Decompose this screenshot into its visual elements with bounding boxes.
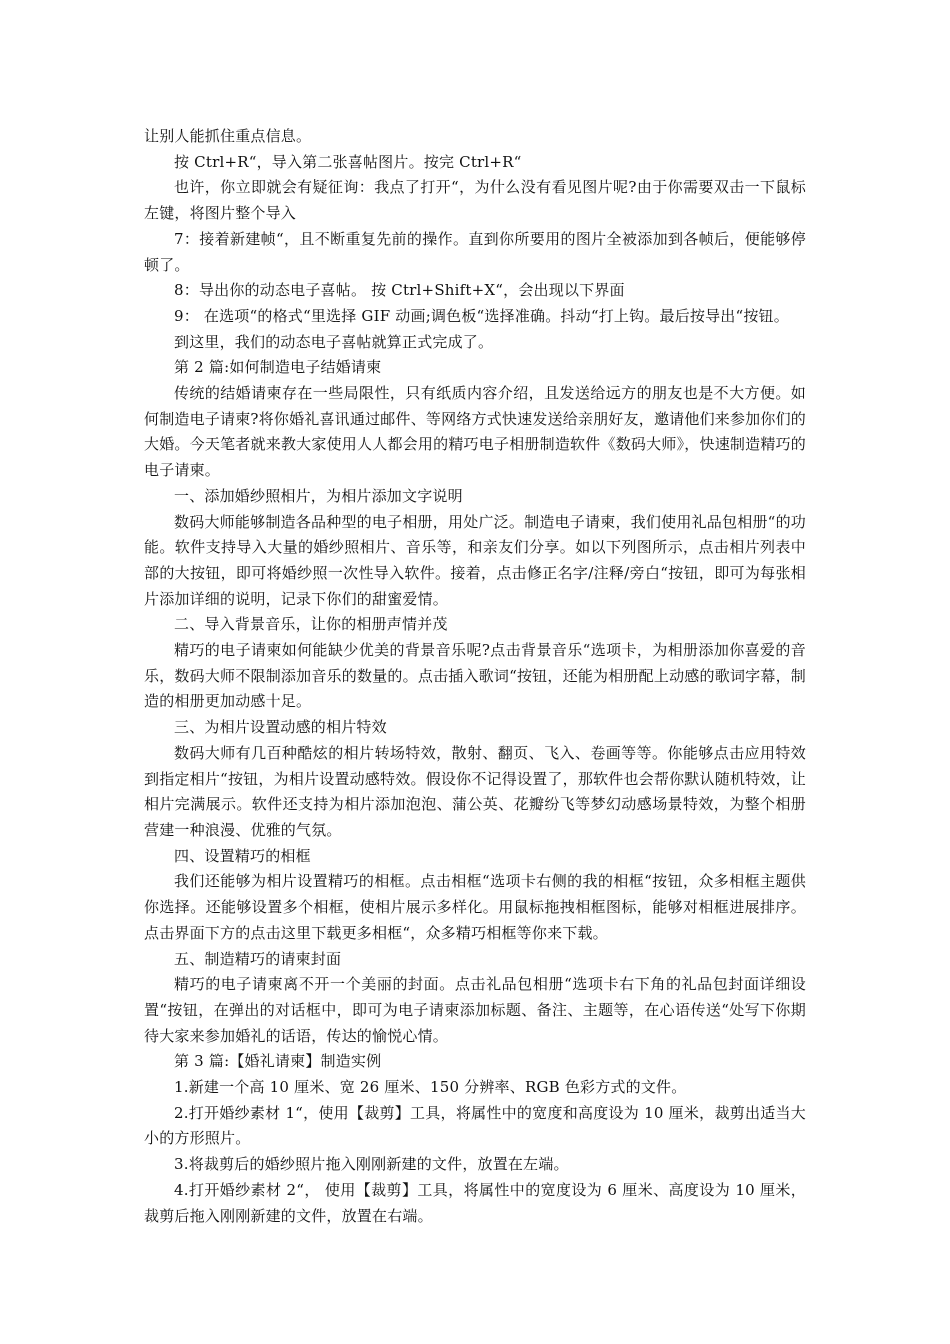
- paragraph: 8：导出你的动态电子喜帖。 按 Ctrl+Shift+X“，会出现以下界面: [174, 281, 625, 300]
- subsection-heading: 四、设置精巧的相框: [174, 846, 311, 865]
- step-paragraph: 3.将裁剪后的婚纱照片拖入刚刚新建的文件，放置在左端。: [174, 1155, 569, 1174]
- step-paragraph: 2.打开婚纱素材 1“，使用【裁剪】工具，将属性中的宽度和高度设为 10 厘米，裁剪出适当大小的方形照片。: [144, 1103, 806, 1148]
- step-paragraph: 4.打开婚纱素材 2“， 使用【裁剪】工具，将属性中的宽度设为 6 厘米、高度设为 10 厘米，裁剪后拖入刚刚新建的文件，放置在右端。: [144, 1180, 806, 1225]
- paragraph: 7：接着新建帧“，且不断重复先前的操作。直到你所要用的图片全被添加到各帧后，便能够停顿了。: [144, 229, 806, 274]
- paragraph: 让别人能抓住重点信息。: [144, 127, 312, 145]
- document-page: [144, 124, 806, 1229]
- step-paragraph: 1.新建一个高 10 厘米、宽 26 厘米、150 分辨率、RGB 色彩方式的文件。: [174, 1078, 687, 1097]
- subsection-heading: 三、为相片设置动感的相片特效: [174, 718, 387, 737]
- subsection-heading: 一、添加婚纱照相片，为相片添加文字说明: [174, 486, 463, 505]
- paragraph: 精巧的电子请柬如何能缺少优美的背景音乐呢?点击背景音乐“选项卡，为相册添加你喜爱的音乐，数码大师不限制添加音乐的数量的。点击插入歌词“按钮，还能为相册配上动感的歌词字幕，制造的相册更加动感十足。: [144, 641, 806, 711]
- paragraph: 传统的结婚请柬存在一些局限性，只有纸质内容介绍，且发送给远方的朋友也是不大方便。如何制造电子请柬?将你婚礼喜讯通过邮件、等网络方式快速发送给亲朋好友，邀请他们来参加你们的大婚。今天笔者就来教大家使用人人都会用的精巧电子相册制造软件《数码大师》，快速制造精巧的电子请柬。: [144, 384, 806, 480]
- paragraph: 数码大师能够制造各品种型的电子相册，用处广泛。制造电子请柬，我们使用礼品包相册“的功能。软件支持导入大量的婚纱照相片、音乐等，和亲友们分享。如以下列图所示，点击相片列表中部的大按钮，即可将婚纱照一次性导入软件。接着，点击修正名字/注释/旁白“按钮，即可为每张相片添加详细的说明，记录下你们的甜蜜爱情。: [144, 512, 806, 608]
- paragraph: 按 Ctrl+R“，导入第二张喜帖图片。按完 Ctrl+R“: [174, 152, 522, 171]
- section-heading: 第 3 篇:【婚礼请柬】制造实例: [174, 1052, 382, 1071]
- section-heading: 第 2 篇:如何制造电子结婚请柬: [174, 358, 382, 377]
- paragraph: 我们还能够为相片设置精巧的相框。点击相框“选项卡右侧的我的相框“按钮，众多相框主题供你选择。还能够设置多个相框，使相片展示多样化。用鼠标拖拽相框图标，能够对相框进展排序。点击界面下方的点击这里下载更多相框“，众多精巧相框等你来下载。: [144, 872, 806, 942]
- paragraph: 精巧的电子请柬离不开一个美丽的封面。点击礼品包相册“选项卡右下角的礼品包封面详细设置“按钮，在弹出的对话框中，即可为电子请柬添加标题、备注、主题等，在心语传送“处写下你期待大家来参加婚礼的话语，传达的愉悦心情。: [144, 975, 806, 1045]
- paragraph: 数码大师有几百种酷炫的相片转场特效，散射、翻页、飞入、卷画等等。你能够点击应用特效到指定相片“按钮，为相片设置动感特效。假设你不记得设置了，那软件也会帮你默认随机特效，让相片完满展示。软件还支持为相片添加泡泡、蒲公英、花瓣纷飞等梦幻动感场景特效，为整个相册营建一种浪漫、优雅的气氛。: [144, 743, 806, 839]
- paragraph: 也许，你立即就会有疑征询：我点了打开“，为什么没有看见图片呢?由于你需要双击一下鼠标左键，将图片整个导入: [144, 178, 806, 223]
- paragraph: 9： 在选项“的格式“里选择 GIF 动画;调色板“选择准确。抖动“打上钩。最后按导出“按钮。: [174, 306, 789, 325]
- subsection-heading: 五、制造精巧的请柬封面: [174, 949, 342, 968]
- subsection-heading: 二、导入背景音乐，让你的相册声情并茂: [174, 615, 448, 634]
- paragraph: 到这里，我们的动态电子喜帖就算正式完成了。: [174, 332, 494, 351]
